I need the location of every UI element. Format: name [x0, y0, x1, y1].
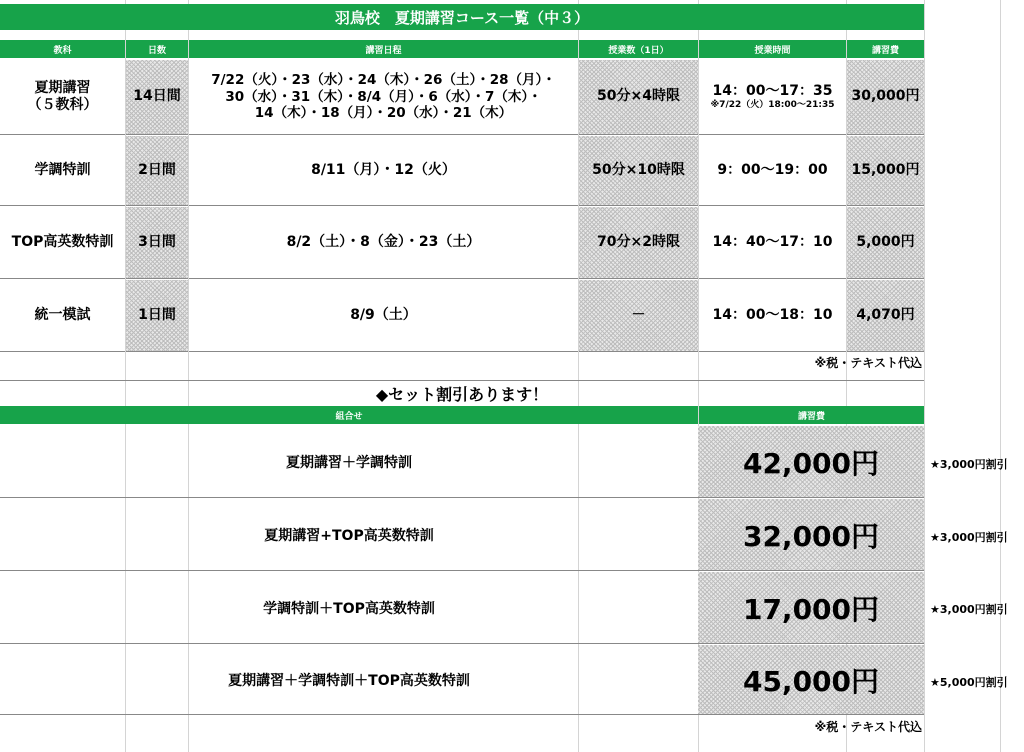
set-discount-label: ★3,000円割引: [930, 531, 1008, 544]
table-row-days: 3日間: [126, 207, 188, 279]
table-row-schedule: 8/9（土）: [189, 280, 578, 352]
header-set-fee: 講習費: [699, 406, 924, 424]
header-fee: 講習費: [847, 40, 924, 58]
table-row-days: 14日間: [126, 60, 188, 135]
set-discount-label: ★5,000円割引: [930, 676, 1008, 689]
table-row-schedule: 8/2（土）・8（金）・23（土）: [189, 207, 578, 279]
set-price: 42,000円: [698, 426, 924, 498]
table-row-lessons: 70分×2時限: [579, 207, 698, 279]
header-subject: 教科: [0, 40, 125, 58]
table-row-schedule: 7/22（火）・23（水）・24（木）・26（土）・28（月）・ 30（水）・31（木）・8/4（月）・6（水）・7（木）・ 14（木）・18（月）・20（水）・21（木）: [189, 60, 578, 135]
header-combination: 組合せ: [0, 406, 698, 424]
set-combination: 学調特訓＋TOP高英数特訓: [0, 572, 698, 644]
table-row-time: 9：00〜19：00: [699, 136, 846, 206]
header-lessons: 授業数（1日）: [579, 40, 698, 58]
set-discount-label: ★3,000円割引: [930, 603, 1008, 616]
table-row-lessons: 50分×10時限: [579, 136, 698, 206]
table-row-subject: 統一模試: [0, 280, 125, 352]
table-row-fee: 30,000円: [847, 60, 924, 135]
header-days: 日数: [126, 40, 188, 58]
set-price: 45,000円: [698, 645, 924, 715]
table-row-fee: 4,070円: [847, 280, 924, 352]
grid-line: [1000, 0, 1001, 752]
table-row-subject: 夏期講習 （５教科）: [0, 60, 125, 135]
table-row-days: 1日間: [126, 280, 188, 352]
table-row-schedule: 8/11（月）・12（火）: [189, 136, 578, 206]
set-price: 17,000円: [698, 572, 924, 644]
table-row-days: 2日間: [126, 136, 188, 206]
table-row-lessons: －: [579, 280, 698, 352]
set-price: 32,000円: [698, 499, 924, 571]
set-discount-label: ★3,000円割引: [930, 458, 1008, 471]
set-combination: 夏期講習+TOP高英数特訓: [0, 499, 698, 571]
table-row-fee: 5,000円: [847, 207, 924, 279]
grid-line: [924, 0, 925, 752]
table-row-time: 14：40〜17：10: [699, 207, 846, 279]
tax-note: ※税・テキスト代込: [814, 356, 922, 370]
set-combination: 夏期講習＋学調特訓＋TOP高英数特訓: [0, 645, 698, 715]
set-discount-title: ◆セット割引あります！: [0, 380, 924, 406]
table-row-subject: 学調特訓: [0, 136, 125, 206]
table-row-lessons: 50分×4時限: [579, 60, 698, 135]
table-row-time: 14：00〜17：35 ※7/22（火）18:00〜21:35: [699, 60, 846, 135]
table-row-fee: 15,000円: [847, 136, 924, 206]
page-title: 羽鳥校 夏期講習コース一覧（中３）: [0, 4, 924, 30]
header-schedule: 講習日程: [189, 40, 578, 58]
tax-note: ※税・テキスト代込: [814, 720, 922, 734]
table-row-time: 14：00〜18：10: [699, 280, 846, 352]
header-time: 授業時間: [699, 40, 846, 58]
set-combination: 夏期講習＋学調特訓: [0, 426, 698, 498]
table-row-subject: TOP高英数特訓: [0, 207, 125, 279]
